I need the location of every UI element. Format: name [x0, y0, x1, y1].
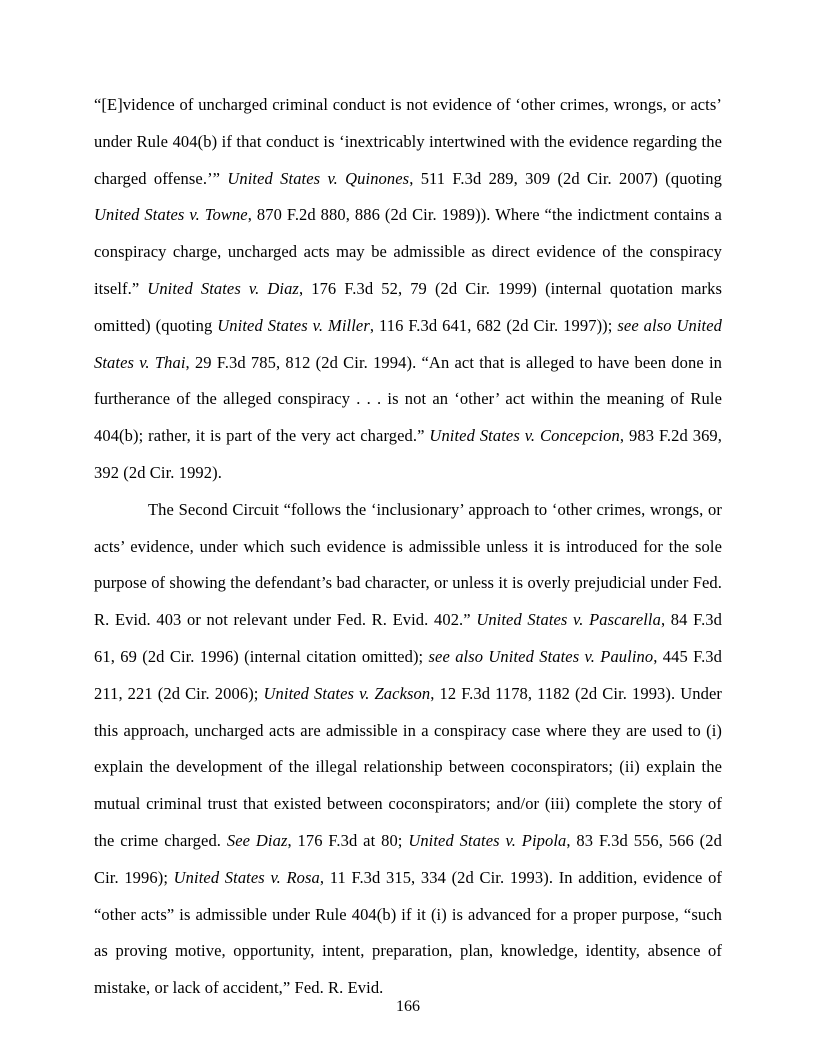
text-run: , 176 F.3d 52, 79 (2d Cir. 1999) (internal quotation marks omitted) (quoting	[94, 278, 723, 335]
text-run: , 116 F.3d 641, 682 (2d Cir. 1997));	[369, 315, 618, 335]
text-run: , 445 F.3d 211, 221 (2d Cir. 2006);	[94, 646, 723, 703]
case-citation: United States v. Concepcion	[429, 426, 620, 446]
case-citation: see also United States v. Paulino	[428, 646, 654, 666]
text-run: , 83 F.3d 556, 566 (2d Cir. 1996);	[94, 830, 722, 887]
page-number: 166	[396, 998, 420, 1015]
text-run: , 84 F.3d 61, 69 (2d Cir. 1996) (internal citation omitted);	[94, 610, 722, 666]
case-citation: United States v. Rosa	[173, 867, 320, 887]
case-citation: United States v. Pipola	[408, 830, 567, 850]
case-citation: See Diaz	[226, 830, 288, 850]
text-run: , 11 F.3d 315, 334 (2d Cir. 1993). In addition, evidence of “other acts” is admissible under Rule 404(b) if it (i) is advanced for a proper purpose, “such as proving motive, opportunity, intent, preparation, plan, knowledge, identity, absence of mistake, or lack of accident,” Fed. R. Evid.	[94, 867, 723, 998]
paragraph	[94, 87, 722, 492]
text-run: , 511 F.3d 289, 309 (2d Cir. 2007) (quoting	[409, 168, 722, 188]
document-body	[94, 87, 722, 1007]
text-run: , 176 F.3d at 80;	[287, 830, 409, 850]
text-run: “[E]vidence of uncharged criminal conduct is not evidence of ‘other crimes, wrongs, or acts’ under Rule 404(b) if that conduct is ‘inextricably intertwined with the evidence regarding the charged offense.’”	[94, 95, 722, 188]
case-citation: United States v. Towne	[94, 205, 248, 225]
case-citation: United States v. Diaz	[147, 278, 299, 298]
text-run: , 12 F.3d 1178, 1182 (2d Cir. 1993). Under this approach, uncharged acts are admissible in a conspiracy case where they are used to (i) explain the development of the illegal relationship between coconspirators; (ii) explain the mutual criminal trust that existed between coconspirators; and/or (iii) complete the story of the crime charged.	[94, 683, 722, 850]
paragraph	[94, 492, 722, 1007]
case-citation: United States v. Pascarella	[476, 610, 661, 630]
case-citation: see also United States v. Thai	[94, 315, 723, 372]
text-run: , 870 F.2d 880, 886 (2d Cir. 1989)). Where “the indictment contains a conspiracy charge, uncharged acts may be admissible as direct evidence of the conspiracy itself.”	[94, 205, 722, 298]
text-run: The Second Circuit “follows the ‘inclusionary’ approach to ‘other crimes, wrongs, or acts’ evidence, under which such evidence is admissible unless it is introduced for the sole purpose of showing the defendant’s bad character, or unless it is overly prejudicial under Fed. R. Evid. 403 or not relevant under Fed. R. Evid. 402.”	[94, 499, 722, 630]
case-citation: United States v. Zackson	[263, 683, 431, 703]
text-run: , 29 F.3d 785, 812 (2d Cir. 1994). “An act that is alleged to have been done in furtherance of the alleged conspiracy . . . is not an ‘other’ act within the meaning of Rule 404(b); rather, it is part of the very act charged.”	[94, 352, 722, 446]
case-citation: United States v. Quinones	[227, 168, 410, 188]
case-citation: United States v. Miller	[217, 315, 370, 335]
text-run: , 983 F.2d 369, 392 (2d Cir. 1992).	[94, 426, 722, 482]
